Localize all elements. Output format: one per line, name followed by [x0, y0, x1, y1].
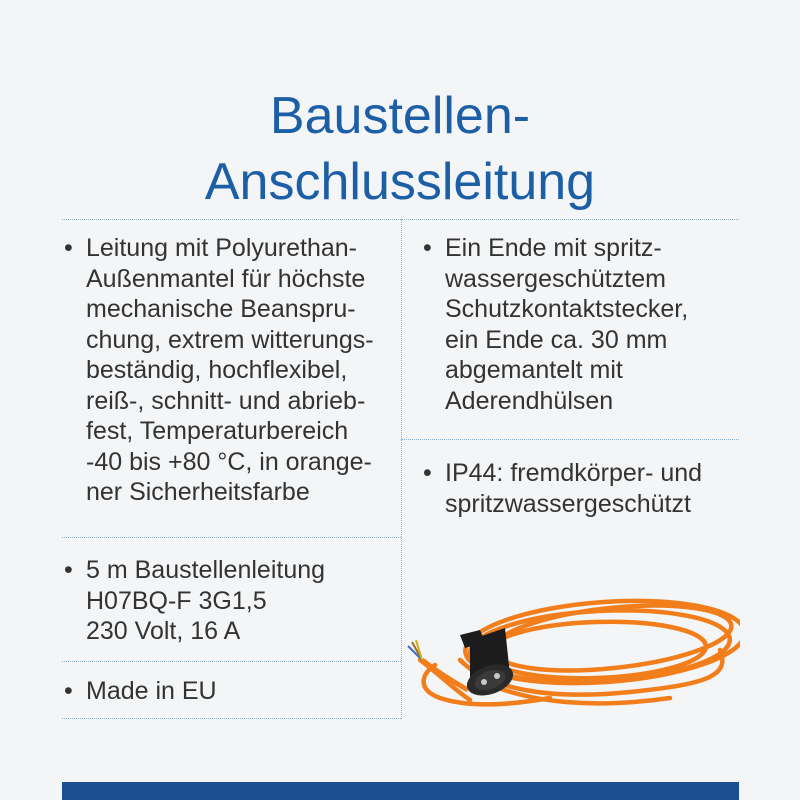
feature-line: Aderendhülsen — [445, 386, 614, 415]
feature-line: abgemantelt mit — [445, 356, 623, 384]
feature-line: reiß-, schnitt- und abrieb- — [86, 386, 366, 415]
feature-specs — [64, 555, 325, 647]
feature-line: Made in EU — [86, 677, 217, 705]
feature-line: ner Sicherheitsfarbe — [86, 478, 310, 506]
feature-cable-ends — [423, 233, 688, 416]
feature-line: spritzwassergeschützt — [445, 489, 691, 518]
stripped-cable-end — [408, 640, 468, 690]
feature-line: Außenmantel für höchste — [86, 264, 366, 293]
feature-origin — [64, 676, 217, 707]
feature-line: chung, extrem witterungs- — [86, 325, 374, 354]
feature-line: beständig, hochflexibel, — [86, 356, 348, 384]
bullet-dot: • — [64, 677, 73, 705]
feature-line: ein Ende ca. 30 mm — [445, 325, 668, 354]
page-title — [0, 83, 800, 215]
feature-line: IP44: fremdkörper- und — [445, 459, 703, 487]
divider-left-middle — [62, 537, 401, 538]
feature-line: mechanische Beanspru- — [86, 295, 356, 323]
feature-cable-description — [64, 233, 374, 508]
bullet-dot: • — [423, 234, 432, 262]
footer-color-bar — [62, 782, 739, 800]
cable-product-image — [400, 580, 740, 750]
feature-line: Ein Ende mit spritz- — [445, 234, 662, 262]
feature-line: wassergeschütztem — [445, 264, 666, 293]
feature-protection — [423, 458, 702, 519]
divider-right-middle — [401, 439, 739, 440]
title-line-2: Anschlussleitung — [204, 152, 596, 211]
divider-left-bottom — [62, 718, 401, 719]
feature-line: 5 m Baustellenleitung — [86, 556, 326, 584]
feature-line: 230 Volt, 16 A — [86, 617, 241, 645]
feature-line: fest, Temperaturbereich — [86, 417, 349, 445]
bullet-dot: • — [64, 556, 73, 584]
feature-line: Schutzkontaktstecker, — [445, 295, 689, 323]
feature-line: Leitung mit Polyurethan- — [86, 234, 357, 262]
divider-left-lower — [62, 661, 401, 662]
title-line-1: Baustellen- — [269, 86, 531, 145]
bullet-dot: • — [423, 459, 432, 487]
feature-line: H07BQ-F 3G1,5 — [86, 586, 267, 615]
feature-line: -40 bis +80 °C, in orange- — [86, 447, 372, 476]
bullet-dot: • — [64, 234, 73, 262]
